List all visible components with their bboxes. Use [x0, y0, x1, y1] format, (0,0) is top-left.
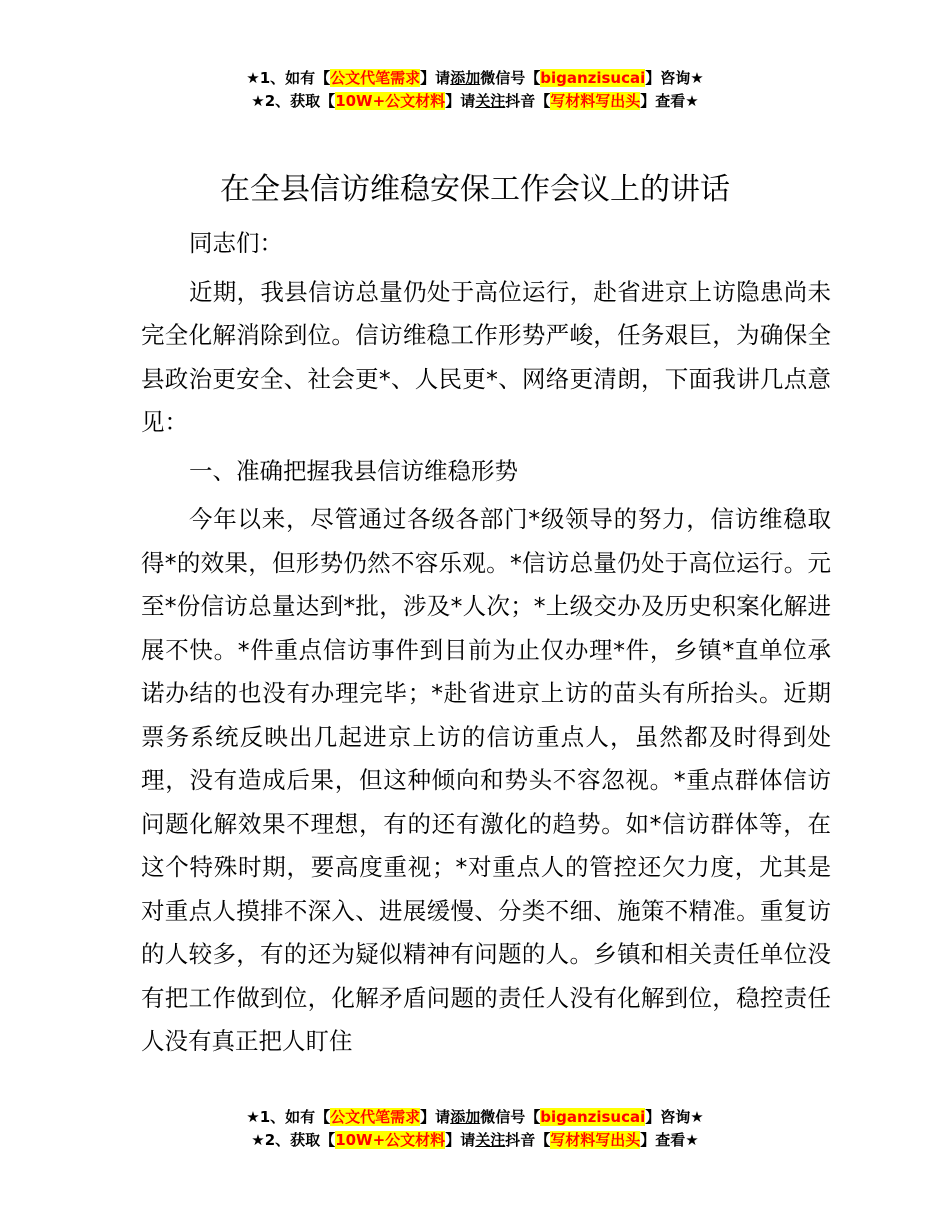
section-heading: 一、准确把握我县信访维稳形势: [189, 456, 518, 485]
promo-banner-bottom: [0, 1106, 950, 1152]
promo-underline: 添加: [450, 1108, 481, 1126]
promo-text: 】请: [445, 1131, 476, 1149]
promo-highlight: biganzisucai: [540, 69, 646, 87]
promo-text: 微信号【: [480, 1108, 541, 1126]
promo-underline: 添加: [450, 69, 481, 87]
promo-text: ★2、获取【: [251, 1131, 336, 1149]
promo-line-1: [0, 1106, 950, 1129]
promo-line-1: [0, 67, 950, 90]
promo-highlight: 公文代笔需求: [330, 69, 421, 87]
promo-text: 】请: [420, 69, 451, 87]
promo-text: 】咨询★: [645, 1108, 704, 1126]
promo-text: 微信号【: [480, 69, 541, 87]
promo-highlight: 写材料写出头: [550, 1131, 641, 1149]
promo-text: 】请: [420, 1108, 451, 1126]
promo-underline: 关注: [475, 1131, 506, 1149]
promo-text: 】请: [445, 92, 476, 110]
promo-text: 】查看★: [640, 1131, 699, 1149]
promo-highlight: 10W+公文材料: [335, 1131, 446, 1149]
document-title: 在全县信访维稳安保工作会议上的讲话: [220, 172, 730, 207]
promo-line-2: [0, 1129, 950, 1152]
promo-text: 抖音【: [505, 92, 551, 110]
promo-text: ★1、如有【: [246, 1108, 331, 1126]
document-body: [141, 222, 831, 1069]
paragraph: 近期，我县信访总量仍处于高位运行，赴省进京上访隐患尚未完全化解消除到位。信访维稳工作形势严峻，任务艰巨，为确保全县政治更安全、社会更*、人民更*、网络更清朗，下面我讲几点意见：: [141, 277, 831, 436]
promo-highlight: 公文代笔需求: [330, 1108, 421, 1126]
promo-highlight: biganzisucai: [540, 1108, 646, 1126]
promo-line-2: [0, 90, 950, 113]
promo-underline: 关注: [475, 92, 506, 110]
promo-text: 抖音【: [505, 1131, 551, 1149]
promo-text: ★1、如有【: [246, 69, 331, 87]
paragraph: 今年以来，尽管通过各级各部门*级领导的努力，信访维稳取得*的效果，但形势仍然不容乐观。*信访总量仍处于高位运行。元至*份信访总量达到*批，涉及*人次；*上级交办及历史积案化解进展不快。*件重点信访事件到目前为止仅办理*件，乡镇*直单位承诺办结的也没有办理完毕；*赴省进京上访的苗头有所抬头。近期票务系统反映出几起进京上访的信访重点人，虽然都及时得到处理，没有造成后果，但这种倾向和势头不容忽视。*重点群体信访问题化解效果不理想，有的还有激化的趋势。如*信访群体等，在这个特殊时期，要高度重视；*对重点人的管控还欠力度，尤其是对重点人摸排不深入、进展缓慢、分类不细、施策不精准。重复访的人较多，有的还为疑似精神有问题的人。乡镇和相关责任单位没有把工作做到位，化解矛盾问题的责任人没有化解到位，稳控责任人没有真正把人盯住: [141, 505, 831, 1055]
promo-highlight: 写材料写出头: [550, 92, 641, 110]
promo-text: 】咨询★: [645, 69, 704, 87]
promo-text: 】查看★: [640, 92, 699, 110]
promo-banner-top: [0, 67, 950, 113]
greeting: 同志们：: [189, 229, 283, 257]
promo-highlight: 10W+公文材料: [335, 92, 446, 110]
promo-text: ★2、获取【: [251, 92, 336, 110]
